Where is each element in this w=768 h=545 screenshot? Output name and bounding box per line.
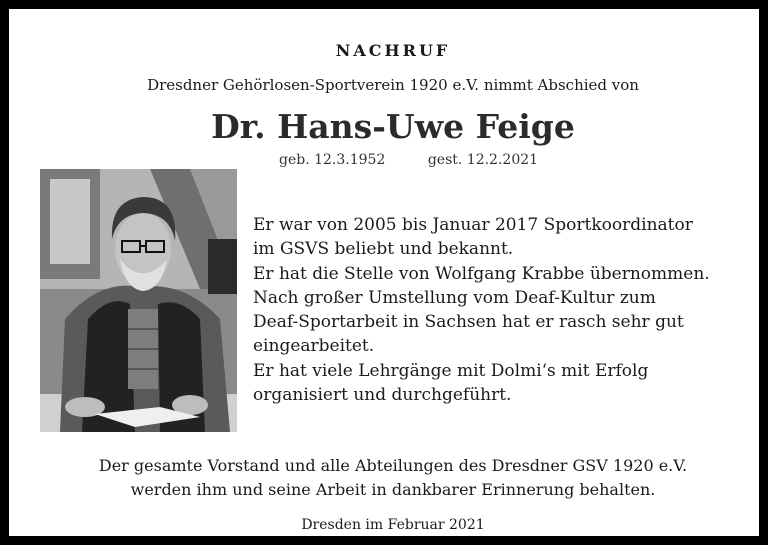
tribute-line: Nach großer Umstellung vom Deaf-Kultur zum (253, 287, 656, 308)
portrait-photo (40, 169, 237, 432)
tribute-line: Deaf-Sportarbeit in Sachsen hat er rasch sehr gut (253, 312, 684, 333)
intro-line: Dresdner Gehörlosen-Sportverein 1920 e.V. nimmt Abschied von (147, 76, 639, 94)
life-dates (279, 152, 538, 168)
tribute-line: im GSVS beliebt und bekannt. (253, 239, 514, 260)
place-and-date: Dresden im Februar 2021 (301, 517, 485, 533)
deceased-name: Dr. Hans-Uwe Feige (211, 107, 575, 146)
birth-date: geb. 12.3.1952 (279, 152, 386, 168)
death-date: gest. 12.2.2021 (427, 152, 539, 168)
tribute-line: organisiert und durchgeführt. (253, 385, 512, 406)
tribute-text (253, 213, 733, 407)
closing-text (9, 454, 768, 502)
tribute-line: Er hat die Stelle von Wolfgang Krabbe übernommen. (253, 263, 710, 284)
tribute-line: Er war von 2005 bis Januar 2017 Sportkoordinator (253, 215, 693, 235)
tribute-line: eingearbeitet. (253, 336, 375, 357)
closing-line: werden ihm und seine Arbeit in dankbarer Erinnerung behalten. (130, 480, 656, 499)
tribute-line: Er hat viele Lehrgänge mit Dolmi‘s mit Erfolg (253, 360, 649, 381)
obituary-heading: NACHRUF (335, 41, 451, 60)
closing-line: Der gesamte Vorstand und alle Abteilungen des Dresdner GSV 1920 e.V. (98, 456, 688, 475)
